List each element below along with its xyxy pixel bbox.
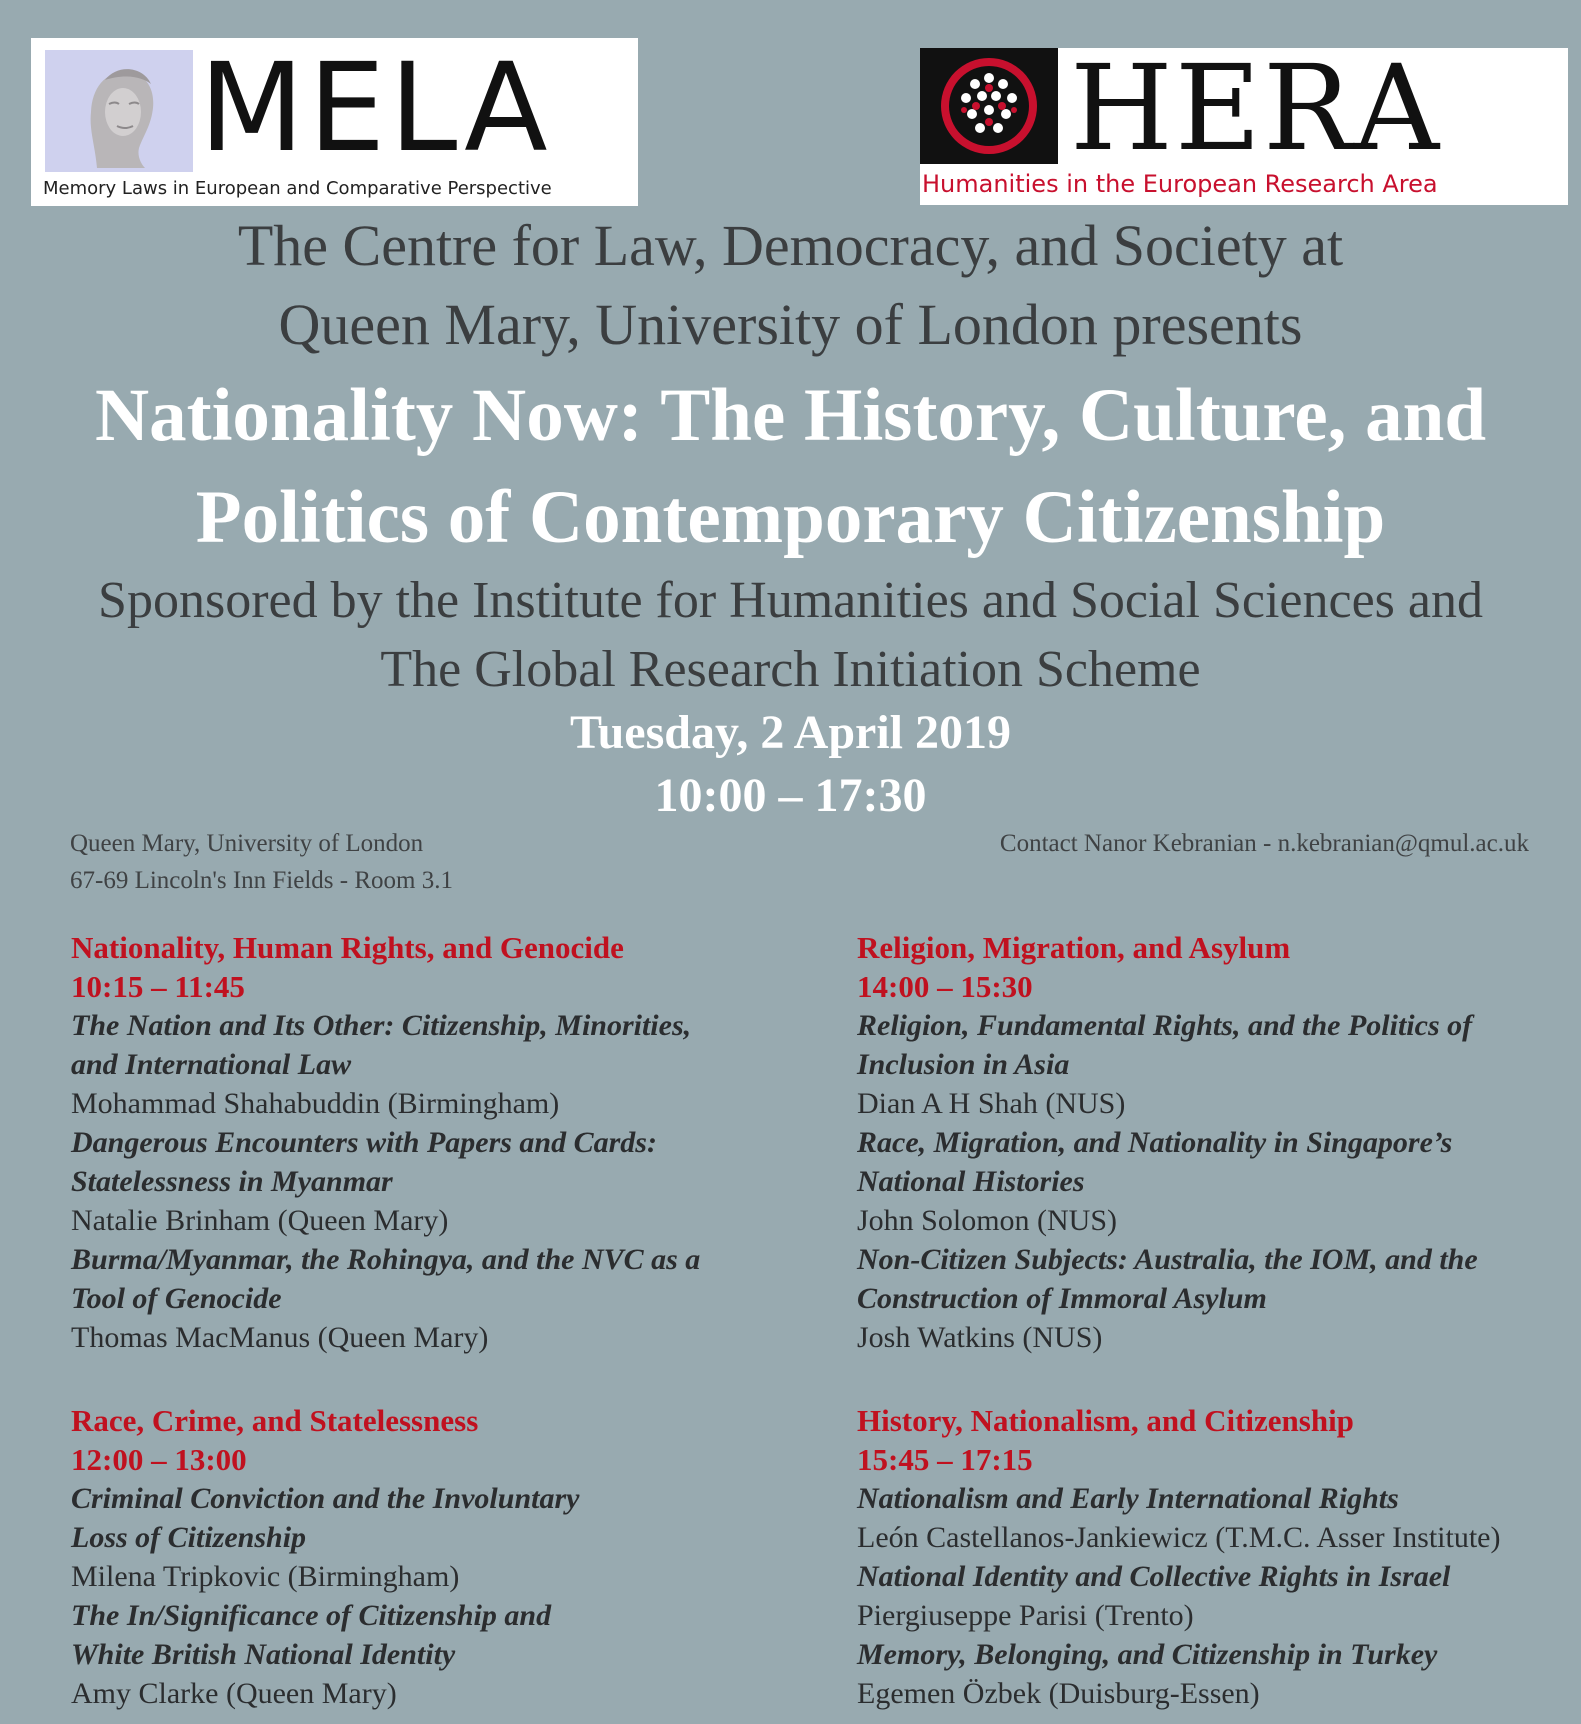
hera-dots-icon — [920, 48, 1058, 164]
talk-title: Criminal Conviction and the Involuntary Loss of Citizenship — [71, 1482, 580, 1554]
session-time: 10:15 – 11:45 — [71, 969, 245, 1004]
event-time: 10:00 – 17:30 — [654, 769, 927, 822]
talk-speaker: Mohammad Shahabuddin (Birmingham) — [71, 1087, 560, 1120]
contact-info: Contact Nanor Kebranian - n.kebranian@qmul.ac.uk — [999, 830, 1529, 857]
talk-title: Dangerous Encounters with Papers and Cards: Statelessness in Myanmar — [71, 1126, 657, 1198]
session-time: 14:00 – 15:30 — [857, 969, 1033, 1004]
session-block — [71, 928, 831, 1357]
talk-item — [857, 1240, 1557, 1357]
talk-item — [857, 1635, 1577, 1713]
talk-speaker: Milena Tripkovic (Birmingham) — [71, 1560, 460, 1593]
talk-title: National Identity and Collective Rights in Israel — [857, 1560, 1451, 1593]
session-time: 12:00 – 13:00 — [71, 1442, 247, 1477]
session-title: Race, Crime, and Statelessness — [71, 1403, 479, 1438]
venue-line-2: 67-69 Lincoln's Inn Fields - Room 3.1 — [70, 867, 453, 894]
session-block — [71, 1401, 831, 1713]
presenter-line-2: Queen Mary, University of London presents — [278, 292, 1303, 357]
talk-item — [71, 1006, 711, 1123]
talk-item — [857, 1123, 1537, 1240]
talk-title: Non-Citizen Subjects: Australia, the IOM, and the Construction of Immoral Asylum — [857, 1243, 1478, 1315]
hera-wordmark: HERA — [1070, 39, 1442, 177]
event-title-line-2: Politics of Contemporary Citizenship — [195, 476, 1386, 559]
talk-title: The Nation and Its Other: Citizenship, Minorities, and International Law — [71, 1009, 692, 1081]
mela-tagline: Memory Laws in European and Comparative Perspective — [43, 178, 552, 199]
talk-item — [857, 1557, 1577, 1635]
talk-speaker: Dian A H Shah (NUS) — [857, 1087, 1126, 1120]
talk-title: Burma/Myanmar, the Rohingya, and the NVC as a Tool of Genocide — [71, 1243, 701, 1315]
talk-item — [71, 1596, 631, 1713]
session-title: Religion, Migration, and Asylum — [857, 930, 1291, 965]
sponsor-line-1: Sponsored by the Institute for Humanities and Social Sciences and — [98, 572, 1483, 629]
venue-line-1: Queen Mary, University of London — [70, 830, 424, 857]
talk-item — [857, 1479, 1577, 1557]
talk-title: Race, Migration, and Nationality in Singapore’s National Histories — [857, 1126, 1453, 1198]
sponsor-line-2: The Global Research Initiation Scheme — [380, 641, 1201, 698]
classical-bust-graphic — [45, 50, 193, 172]
talk-item — [857, 1006, 1547, 1123]
talk-title: Religion, Fundamental Rights, and the Politics of Inclusion in Asia — [857, 1009, 1473, 1081]
event-date: Tuesday, 2 April 2019 — [569, 706, 1012, 759]
classical-bust-icon — [45, 50, 193, 172]
hera-tagline: Humanities in the European Research Area — [922, 170, 1438, 198]
talk-speaker: Josh Watkins (NUS) — [857, 1321, 1103, 1354]
event-title-line-1: Nationality Now: The History, Culture, and — [94, 374, 1487, 457]
talk-item — [71, 1240, 711, 1357]
talk-speaker: Natalie Brinham (Queen Mary) — [71, 1204, 449, 1237]
session-time: 15:45 – 17:15 — [857, 1442, 1033, 1477]
mela-wordmark: MELA — [199, 37, 552, 179]
talk-title: Nationalism and Early International Rights — [857, 1482, 1399, 1515]
talk-speaker: Piergiuseppe Parisi (Trento) — [857, 1599, 1194, 1632]
talk-title: The In/Significance of Citizenship and White British National Identity — [71, 1599, 552, 1671]
talk-speaker: León Castellanos-Jankiewicz (T.M.C. Asser Institute) — [857, 1521, 1501, 1554]
mela-logo — [31, 38, 638, 206]
talk-title: Memory, Belonging, and Citizenship in Turkey — [857, 1638, 1438, 1671]
hera-dots-graphic — [920, 48, 1058, 164]
talk-item — [71, 1123, 731, 1240]
session-title: Nationality, Human Rights, and Genocide — [71, 930, 624, 965]
session-block — [857, 928, 1581, 1357]
talk-speaker: Egemen Özbek (Duisburg-Essen) — [857, 1677, 1260, 1710]
talk-item — [71, 1479, 591, 1596]
talk-speaker: John Solomon (NUS) — [857, 1204, 1118, 1237]
session-block — [857, 1401, 1581, 1713]
talk-speaker: Amy Clarke (Queen Mary) — [71, 1677, 397, 1710]
presenter-line-1: The Centre for Law, Democracy, and Society at — [237, 213, 1344, 278]
hera-logo — [920, 39, 1568, 205]
session-title: History, Nationalism, and Citizenship — [857, 1403, 1354, 1438]
talk-speaker: Thomas MacManus (Queen Mary) — [71, 1321, 489, 1354]
